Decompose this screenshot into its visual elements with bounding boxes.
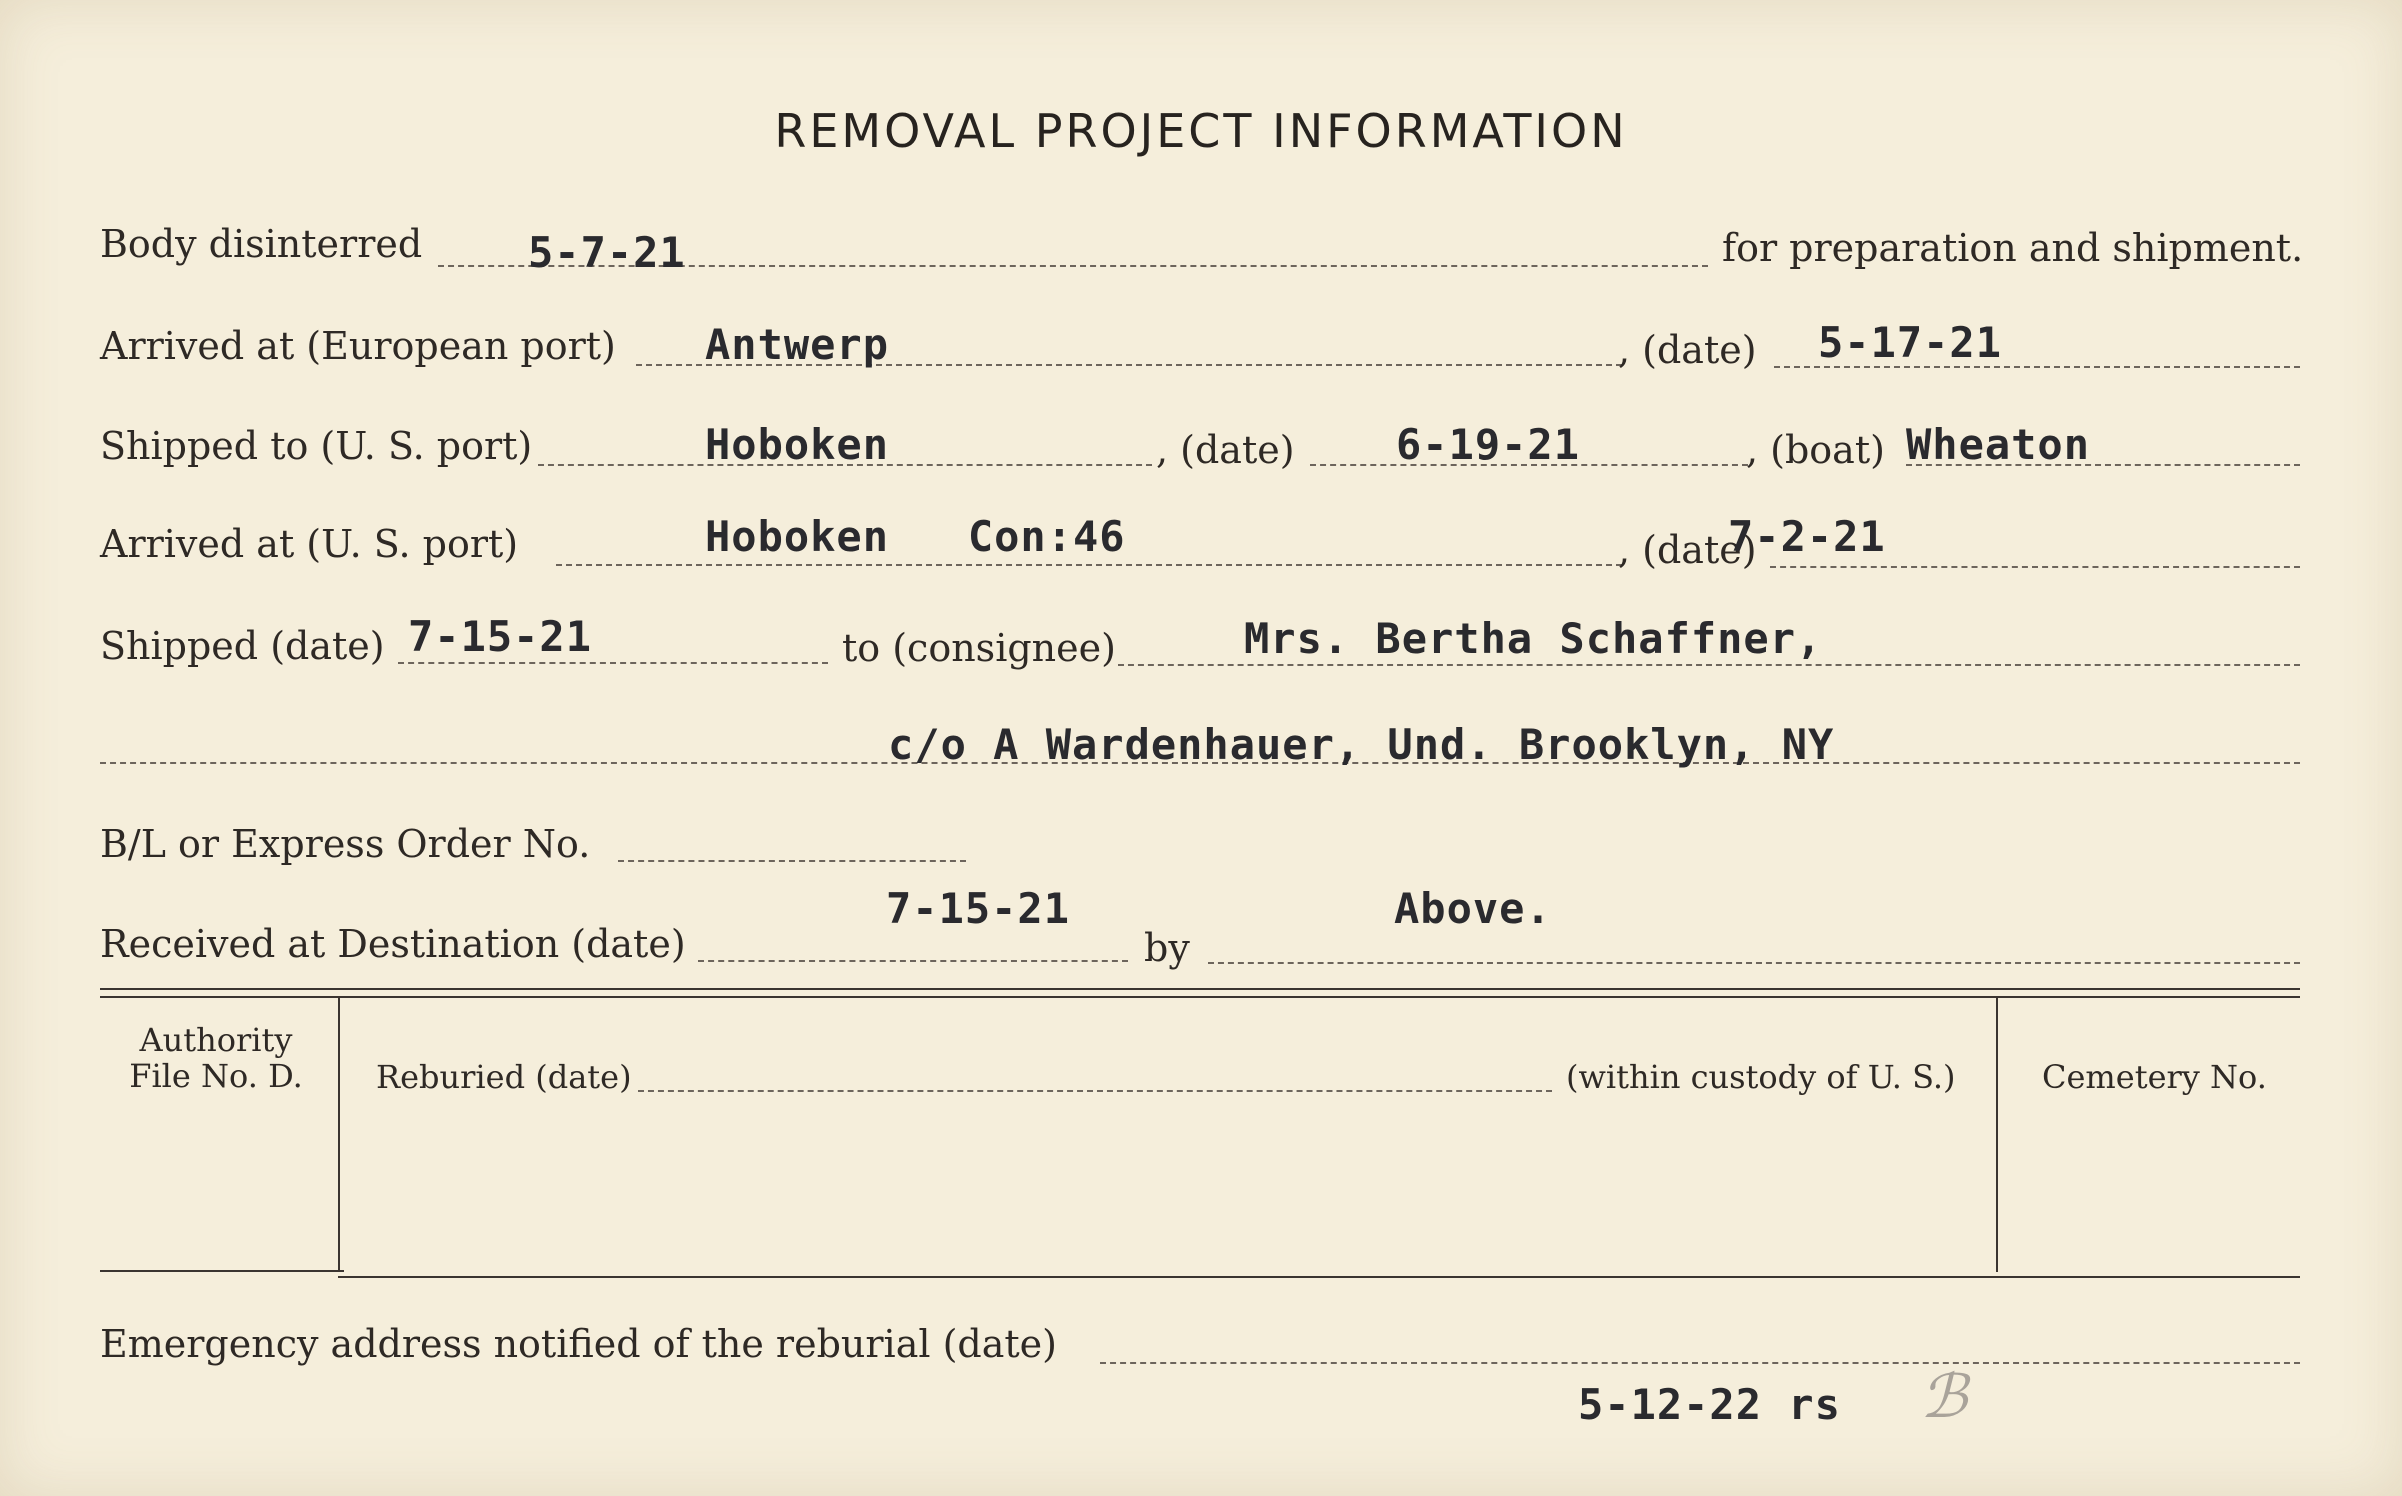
table-bottom-rule-left (100, 1270, 344, 1272)
reburied-label: Reburied (date) (376, 1058, 632, 1096)
shipped-us-value: Hoboken (705, 420, 890, 469)
authority-file-label: Authority File No. D. (129, 1021, 303, 1095)
consignee-line (1118, 664, 2300, 666)
shipped-date-line (398, 662, 828, 664)
table-divider-right (1996, 996, 1998, 1272)
consignee-label: to (consignee) (842, 626, 1116, 670)
body-disinterred-value: 5-7-21 (528, 228, 686, 277)
shipped-us-boat-label: , (boat) (1746, 428, 1885, 472)
cemetery-no-label: Cemetery No. (2042, 1058, 2267, 1096)
card-title: REMOVAL PROJECT INFORMATION (774, 104, 1628, 158)
table-top-rule (100, 988, 2300, 990)
shipped-us-date-label: , (date) (1156, 428, 1295, 472)
table-top-rule-2 (100, 996, 2300, 998)
arrived-european-date-value: 5-17-21 (1818, 318, 2003, 367)
arrived-european-label: Arrived at (European port) (100, 324, 616, 368)
table-bottom-rule (338, 1276, 2300, 1278)
consignee-address-value: c/o A Wardenhauer, Und. Brooklyn, NY (888, 720, 1835, 769)
consignee-value: Mrs. Bertha Schaffner, (1244, 614, 1823, 663)
emergency-label: Emergency address notified of the reburial (date) (100, 1322, 1057, 1366)
received-date-value: 7-15-21 (886, 884, 1071, 933)
received-by-label: by (1144, 926, 1190, 970)
custody-label: (within custody of U. S.) (1566, 1058, 1956, 1096)
received-by-line (1208, 962, 2300, 964)
received-by-value: Above. (1394, 884, 1552, 933)
arrived-us-label: Arrived at (U. S. port) (100, 522, 519, 566)
arrived-us-line (556, 564, 1622, 566)
received-date-label: Received at Destination (date) (100, 922, 686, 966)
bl-order-line (618, 860, 966, 862)
received-date-line (698, 960, 1128, 962)
table-divider-left (338, 996, 340, 1272)
shipped-date-value: 7-15-21 (408, 612, 593, 661)
emergency-value: 5-12-22 rs (1578, 1380, 1841, 1429)
arrived-european-date-label: , (date) (1618, 328, 1757, 372)
arrived-us-date-value: 7-2-21 (1728, 512, 1886, 561)
arrived-us-date-line (1770, 566, 2300, 568)
arrived-european-value: Antwerp (705, 320, 890, 369)
shipped-us-date-value: 6-19-21 (1396, 420, 1581, 469)
reburied-line (638, 1090, 1552, 1092)
arrived-us-date-label: , (date) (1618, 528, 1757, 572)
shipped-us-boat-value: Wheaton (1906, 420, 2091, 469)
arrived-us-value: Hoboken Con:46 (705, 512, 1126, 561)
bl-order-label: B/L or Express Order No. (100, 822, 591, 866)
pencil-initials-mark: ℬ (1920, 1362, 1968, 1432)
shipped-us-label: Shipped to (U. S. port) (100, 424, 533, 468)
body-disinterred-label: Body disinterred (100, 222, 423, 266)
emergency-line (1100, 1362, 2300, 1364)
body-disinterred-suffix: for preparation and shipment. (1722, 226, 2304, 270)
shipped-date-label: Shipped (date) (100, 624, 385, 668)
